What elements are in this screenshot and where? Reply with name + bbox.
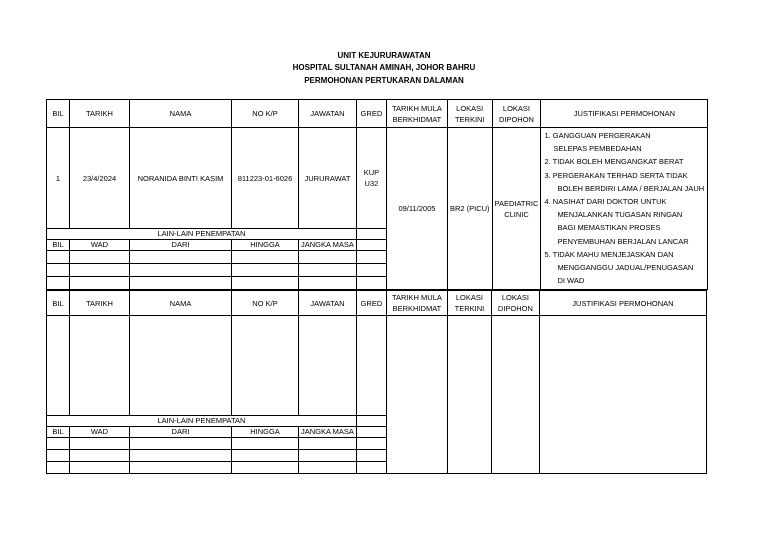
placement-header-dari: DARI [130,240,232,251]
placement-header-dari: DARI [130,427,232,438]
header-lokasi-terkini: LOKASI TERKINI [447,100,492,128]
application-table-1 [46,99,708,290]
entry-tarikh-mula: 09/11/2005 [386,128,447,290]
placement-header-jangka-masa: JANGKA MASA [299,240,357,251]
justifikasi-line: 4. NASIHAT DARI DOKTOR UNTUK [544,197,667,207]
header-justifikasi: JUSTIFIKASI PERMOHONAN [539,291,706,316]
header-bil: BIL [47,100,70,128]
placement-header-jangka-masa: JANGKA MASA [299,427,357,438]
entry-nama: NORANIDA BINTI KASIM [130,128,232,229]
header-nama: NAMA [130,291,232,316]
justifikasi-line: 5. TIDAK MAHU MENJEJASKAN DAN [544,249,674,259]
placement-cell [356,229,386,240]
header-nokp: NO K/P [232,100,299,128]
justifikasi-line: MENJALANKAN TUGASAN RINGAN [557,210,683,220]
header-row [47,100,708,128]
entry-bil: 1 [47,128,70,229]
placement-header-bil: BIL [47,427,70,438]
justifikasi-line: DI WAD [557,276,585,286]
justifikasi-line: PENYEMBUHAN BERJALAN LANCAR [557,236,689,246]
header-lokasi-dipohon: LOKASI DIPOHON [492,100,541,128]
entry-lokasi-dipohon: PAEDIATRIC CLINIC [492,128,541,290]
entry-jawatan: JURURAWAT [299,128,357,229]
header-gred: GRED [356,100,386,128]
header-bil: BIL [47,291,70,316]
justifikasi-line: 3. PERGERAKAN TERHAD SERTA TIDAK [544,170,688,180]
header-nokp: NO K/P [232,291,299,316]
justifikasi-line: MENGGANGGU JADUAL/PENUGASAN [557,263,694,273]
document-title-unit: UNIT KEJURURAWATAN [337,51,431,60]
entry-nokp: 811223-01-6026 [232,128,299,229]
header-nama: NAMA [130,100,232,128]
header-row [47,291,707,316]
document-title-hospital: HOSPITAL SULTANAH AMINAH, JOHOR BAHRU [292,63,476,72]
header-tarikh-mula: TARIKH MULA BERKHIDMAT [386,291,447,316]
justifikasi-line: BAGI MEMASTIKAN PROSES [557,223,661,233]
placement-header-wad: WAD [70,427,130,438]
header-jawatan: JAWATAN [299,100,357,128]
placement-header-bil: BIL [47,240,70,251]
header-jawatan: JAWATAN [299,291,357,316]
header-lokasi-dipohon: LOKASI DIPOHON [491,291,539,316]
document-title-form: PERMOHONAN PERTUKARAN DALAMAN [304,76,464,85]
header-gred: GRED [356,291,386,316]
entry-gred: KUP U32 [356,128,386,229]
placement-title: LAIN-LAIN PENEMPATAN [47,416,357,427]
entry-row [47,316,707,416]
justifikasi-line: 2. TIDAK BOLEH MENGANGKAT BERAT [544,157,684,167]
header-justifikasi: JUSTIFIKASI PERMOHONAN [541,100,708,128]
header-tarikh: TARIKH [70,291,130,316]
placement-cell [356,240,386,251]
header-lokasi-terkini: LOKASI TERKINI [447,291,491,316]
justifikasi-line: 1. GANGGUAN PERGERAKAN [544,131,651,140]
entry-lokasi-terkini: BR2 (PICU) [447,128,492,290]
placement-header-hingga: HINGGA [232,427,299,438]
placement-title: LAIN-LAIN PENEMPATAN [47,229,357,240]
entry-justifikasi [541,128,708,290]
justifikasi-line: BOLEH BERDIRI LAMA / BERJALAN JAUH [557,183,705,193]
entry-tarikh: 23/4/2024 [70,128,130,229]
application-table-2 [46,290,707,474]
placement-header-hingga: HINGGA [232,240,299,251]
placement-header-wad: WAD [70,240,130,251]
entry-row [47,128,708,229]
header-tarikh-mula: TARIKH MULA BERKHIDMAT [386,100,447,128]
justifikasi-line: SELEPAS PEMBEDAHAN [553,144,642,154]
header-tarikh: TARIKH [70,100,130,128]
